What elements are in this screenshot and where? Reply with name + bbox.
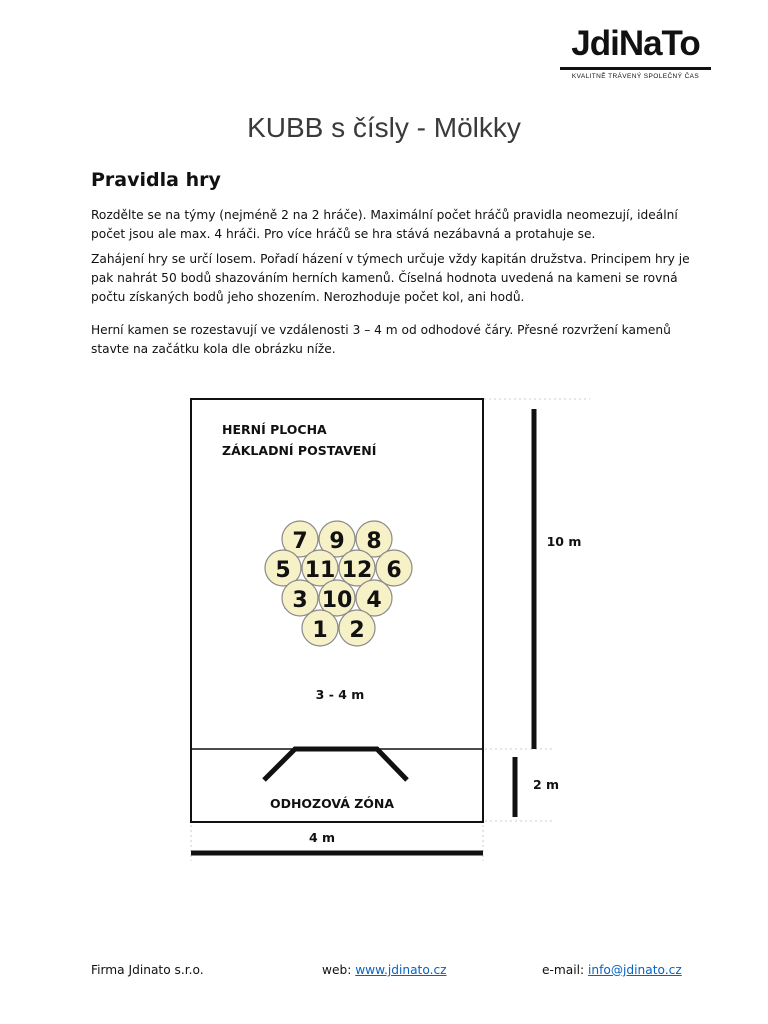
company-logo xyxy=(558,22,713,82)
pin-number: 12 xyxy=(341,558,373,583)
pin-row-3 xyxy=(282,580,392,616)
email-link[interactable]: info@jdinato.cz xyxy=(588,963,682,977)
logo-underline xyxy=(560,67,711,70)
pins-formation xyxy=(265,521,412,646)
pin-number: 1 xyxy=(312,618,328,643)
field-title-line2: ZÁKLADNÍ POSTAVENÍ xyxy=(222,443,377,458)
zone-length-label: 2 m xyxy=(532,777,560,792)
website-link[interactable]: www.jdinato.cz xyxy=(355,963,447,977)
field-title-line1: HERNÍ PLOCHA xyxy=(222,422,327,437)
section-heading: Pravidla hry xyxy=(91,169,221,191)
paragraph-teams: Rozdělte se na týmy (nejméně 2 na 2 hráče). Maximální počet hráčů pravidla neomezují, ideální počet jsou ale max. 4 hráči. Pro více hráčů se hra stává nezábavná a protahuje se. xyxy=(91,208,678,241)
pin-number: 10 xyxy=(321,588,353,613)
pin-number: 8 xyxy=(366,529,382,554)
pin-row-1 xyxy=(282,521,392,557)
pin-number: 3 xyxy=(292,588,308,613)
paragraph-placement: Herní kamen se rozestavují ve vzdálenosti 3 – 4 m od odhodové čáry. Přesné rozvržení kamenů stavte na začátku kola dle obrázku níže. xyxy=(91,323,671,356)
footer-email xyxy=(542,963,682,977)
footer-web-label: web: xyxy=(322,963,356,977)
logo-wordmark: JdiNaTo xyxy=(571,24,700,63)
paragraph-start: Zahájení hry se určí losem. Pořadí házení v týmech určuje vždy kapitán družstva. Principem hry je pak nahrát 50 bodů shazováním herních kamenů. Číselná hodnota uvedená na kameni se rovná počtu získaných bodů jeho shozením. Nerozhoduje počet kol, ani hodů. xyxy=(91,252,690,304)
pin-number: 6 xyxy=(386,558,402,583)
pin-number: 9 xyxy=(329,529,345,554)
distance-label: 3 - 4 m xyxy=(315,687,365,702)
pin-number: 11 xyxy=(304,558,336,583)
pin-number: 5 xyxy=(275,558,291,583)
footer-web xyxy=(322,963,447,977)
pin-number: 4 xyxy=(366,588,382,613)
pin-number: 2 xyxy=(349,618,365,643)
field-length-label: 10 m xyxy=(546,534,582,549)
footer-company: Firma Jdinato s.r.o. xyxy=(91,963,204,977)
width-label: 4 m xyxy=(308,830,336,845)
document-title: KUBB s čísly - Mölkky xyxy=(247,112,521,143)
logo-tagline: KVALITNĚ TRÁVENÝ SPOLEČNÝ ČAS xyxy=(571,73,700,80)
throw-zone-marker xyxy=(264,749,407,780)
footer-email-label: e-mail: xyxy=(542,963,588,977)
pin-number: 7 xyxy=(292,529,308,554)
game-field-diagram xyxy=(180,385,600,870)
throw-zone-label: ODHOZOVÁ ZÓNA xyxy=(269,796,395,811)
